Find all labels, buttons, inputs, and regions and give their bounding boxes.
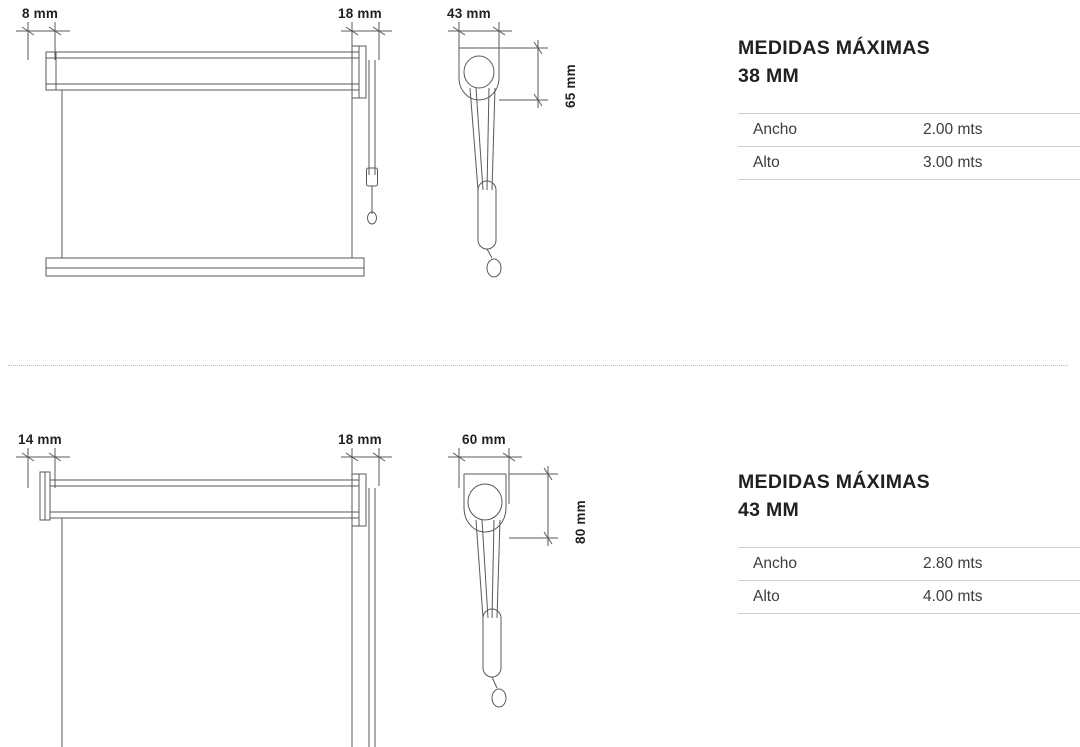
spec-value-alto-43mm: 4.00 mts <box>913 580 1080 613</box>
spec-key-alto-43mm: Alto <box>738 580 913 613</box>
dimension-label-front-right-43mm: 18 mm <box>338 432 382 447</box>
table-row <box>738 547 1080 580</box>
table-row <box>738 580 1080 613</box>
spec-section-43mm <box>0 392 1080 747</box>
dimension-label-front-left-38mm: 8 mm <box>22 6 59 21</box>
spec-value-ancho-38mm: 2.00 mts <box>913 113 1080 146</box>
roller-blind-drawing-38mm <box>0 0 640 355</box>
spec-value-ancho-43mm: 2.80 mts <box>913 547 1080 580</box>
spec-title-line1-43mm: MEDIDAS MÁXIMAS <box>738 471 930 493</box>
spec-title-line1-38mm: MEDIDAS MÁXIMAS <box>738 37 930 59</box>
spec-key-alto-38mm: Alto <box>738 146 913 179</box>
dimension-label-side-height-43mm: 80 mm <box>573 500 588 544</box>
table-row <box>738 146 1080 179</box>
spec-title-line2-43mm: 43 MM <box>738 499 800 522</box>
section-divider <box>8 365 1068 367</box>
roller-blind-drawing-43mm <box>0 392 640 747</box>
spec-key-ancho-43mm: Ancho <box>738 547 913 580</box>
technical-drawings-38mm <box>0 0 640 355</box>
spec-panel-43mm <box>738 468 1080 614</box>
spec-table-38mm <box>738 113 1080 180</box>
spec-title-line2-38mm: 38 MM <box>738 65 800 88</box>
spec-table-43mm <box>738 547 1080 614</box>
spec-panel-38mm <box>738 34 1080 180</box>
dimension-label-side-width-38mm: 43 mm <box>447 6 491 21</box>
spec-value-alto-38mm: 3.00 mts <box>913 146 1080 179</box>
dimension-label-side-width-43mm: 60 mm <box>462 432 506 447</box>
technical-drawings-43mm <box>0 392 640 747</box>
dimension-label-side-height-38mm: 65 mm <box>563 64 578 108</box>
dimension-label-front-left-43mm: 14 mm <box>18 432 62 447</box>
spec-key-ancho-38mm: Ancho <box>738 113 913 146</box>
table-row <box>738 113 1080 146</box>
spec-section-38mm <box>0 0 1080 355</box>
dimension-label-front-right-38mm: 18 mm <box>338 6 382 21</box>
